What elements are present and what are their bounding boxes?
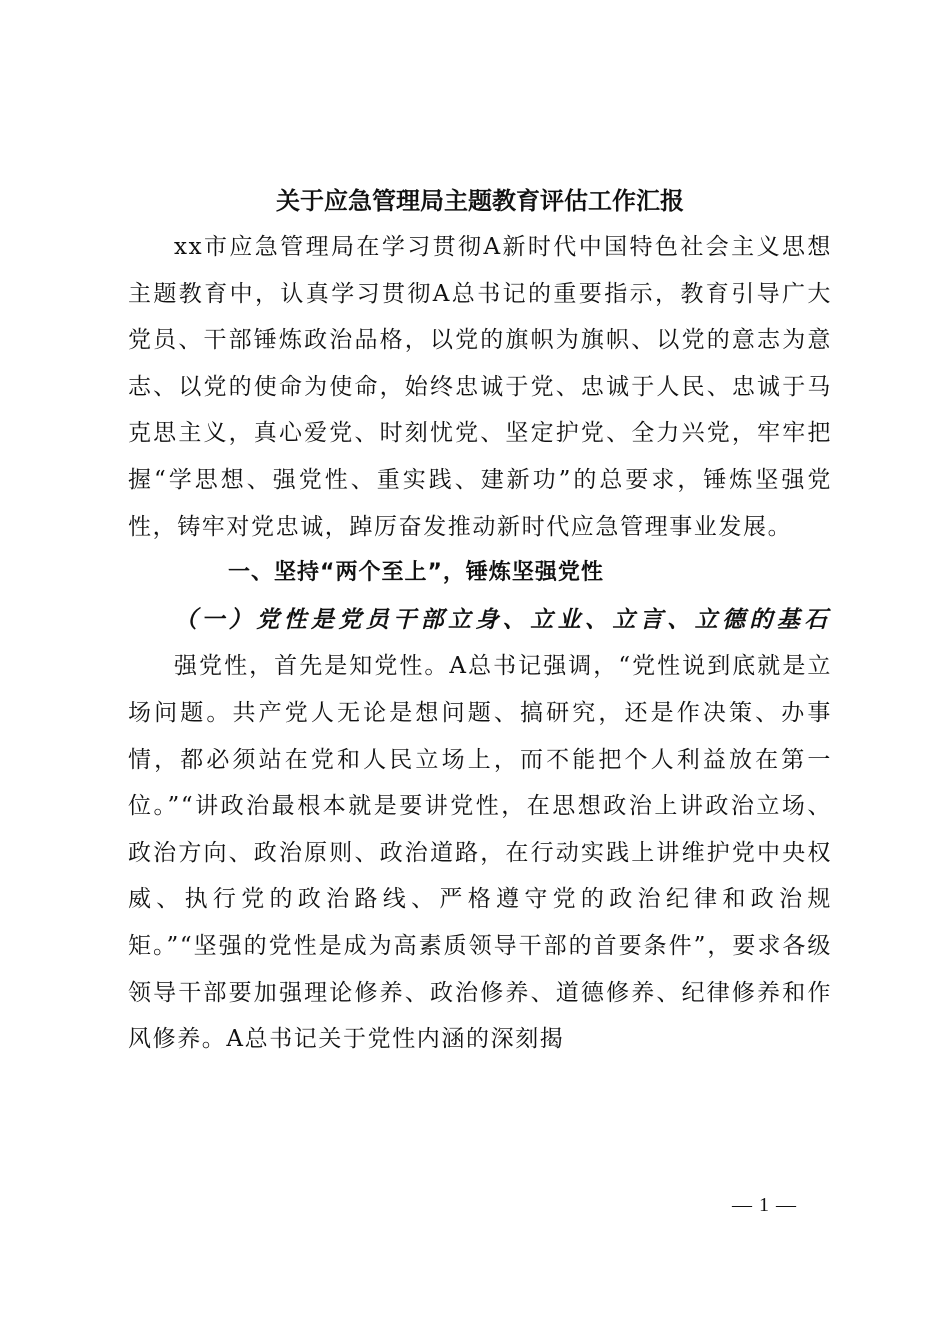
intro-paragraph: xx市应急管理局在学习贯彻A新时代中国特色社会主义思想主题教育中，认真学习贯彻A总书记的重要指示，教育引导广大党员、干部锤炼政治品格，以党的旗帜为旗帜、以党的意志为意志、以党的使命为使命，始终忠诚于党、忠诚于人民、忠诚于马克思主义，真心爱党、时刻忧党、坚定护党、全力兴党，牢牢把握“学思想、强党性、重实践、建新功”的总要求，锤炼坚强党性，铸牢对党忠诚，踔厉奋发推动新时代应急管理事业发展。 [128, 234, 832, 540]
document-body [128, 178, 832, 1063]
body-paragraph: 强党性，首先是知党性。A总书记强调，“党性说到底就是立场问题。共产党人无论是想问题、搞研究，还是作决策、办事情，都必须站在党和人民立场上，而不能把个人利益放在第一位。”“讲政治最根本就是要讲党性，在思想政治上讲政治立场、政治方向、政治原则、政治道路，在行动实践上讲维护党中央权威、执行党的政治路线、严格遵守党的政治纪律和政治规矩。”“坚强的党性是成为高素质领导干部的首要条件”，要求各级领导干部要加强理论修养、政治修养、道德修养、纪律修养和作风修养。A总书记关于党性内涵的深刻揭 [128, 653, 832, 1053]
subsection-heading: （一）党性是党员干部立身、立业、立言、立德的基石 [174, 605, 832, 633]
document-title: 关于应急管理局主题教育评估工作汇报 [276, 186, 684, 215]
section-heading: 一、坚持“两个至上”，锤炼坚强党性 [228, 560, 604, 586]
page-number: — 1 — [732, 1194, 797, 1216]
